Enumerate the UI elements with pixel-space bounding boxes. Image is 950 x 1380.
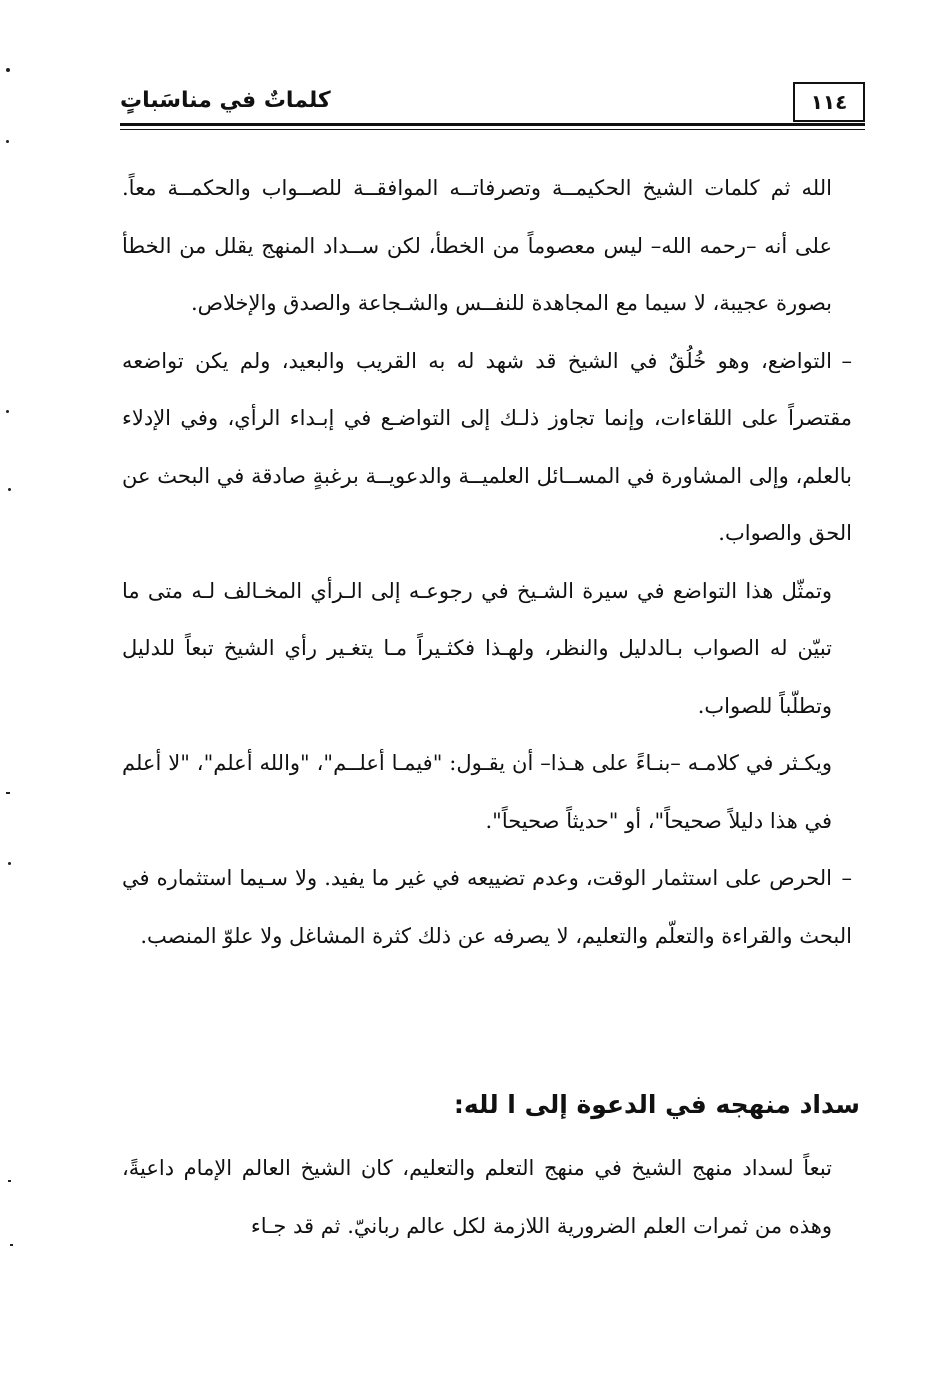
section-body (122, 1140, 832, 1255)
bullet-text: الحرص على استثمار الوقت، وعدم تضييعه في غير ما يفيد. ولا سـيما استثماره في البحث والقراءة والتعلّم والتعليم، لا يصرفه عن ذلك كثرة المشاغل ولا علوّ المنصب. (122, 866, 852, 948)
paragraph: الله ثم كلمات الشيخ الحكيمــة وتصرفاتــه الموافقــة للصــواب والحكمــة معاً. على أنه –رحمه الله– ليس معصوماً من الخطأ، لكن ســداد المنهج يقلل من الخطأ بصورة عجيبة، لا سيما مع المجاهدة للنفــس والشـجاعة والصدق والإخلاص. (122, 176, 832, 315)
bullet-paragraph (122, 333, 852, 563)
header-rule-thin (120, 129, 865, 130)
bullet-dash: – (841, 866, 852, 890)
scan-speck (6, 410, 9, 413)
body-text (122, 160, 852, 965)
scan-speck (6, 792, 10, 794)
scan-speck (6, 140, 9, 143)
bullet-paragraph (122, 850, 852, 965)
scan-speck (10, 1244, 13, 1246)
paragraph: ويكـثر في كلامـه –بنـاءً على هـذا– أن يقـول: "فيمـا أعلــم"، "والله أعلم"، "لا أعلم في هذا دليلاً صحيحاً"، أو "حديثاً صحيحاً". (122, 751, 832, 833)
scan-speck (8, 862, 11, 865)
page-number-box (793, 82, 865, 122)
section-heading: سداد منهجه في الدعوة إلى ا لله: (453, 1090, 860, 1119)
scan-speck (6, 68, 10, 72)
bullet-dash: – (841, 348, 852, 373)
paragraph: وتمثّل هذا التواضع في سيرة الشـيخ في رجوعـه إلى الـرأي المخـالف لـه متى ما تبيّن له الصواب بـالدليل والنظر، ولهـذا فكثـيراً مـا يتغـير رأي الشيخ تبعاً للدليل وتطلّباً للصواب. (122, 578, 832, 718)
scan-speck (8, 488, 11, 491)
page-number: ١١٤ (810, 90, 848, 114)
bullet-text: التواضع، وهو خُلُقٌ في الشيخ قد شهد له به القريب والبعيد، ولم يكن تواضعه مقتصراً على اللقاءات، وإنما تجاوز ذلـك إلى التواضـع في إبـداء الرأي، وفي الإدلاء بالعلم، وإلى المشاورة في المســائل العلميــة والدعويــة برغبةٍ صادقة في البحث عن الحق والصواب. (122, 348, 852, 545)
header-rule (120, 123, 865, 126)
running-header (120, 82, 865, 130)
header-title: كلماتٌ في مناسَباتٍ (120, 88, 331, 113)
scan-speck (8, 1180, 11, 1182)
paragraph: تبعاً لسداد منهج الشيخ في منهج التعلم والتعليم، كان الشيخ العالم الإمام داعيةً، وهذه من ثمرات العلم الضرورية اللازمة لكل عالم ربانيّ. ثم قد جـاء (122, 1156, 832, 1238)
